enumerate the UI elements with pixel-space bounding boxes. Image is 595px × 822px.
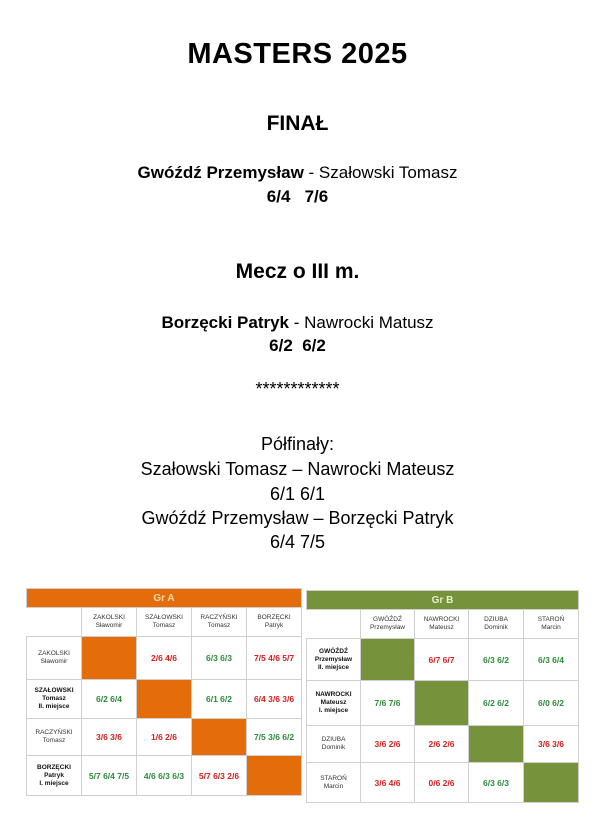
group-a-score-cell: 4/6 6/3 6/3 <box>137 756 192 796</box>
group-a-column-header <box>247 608 302 637</box>
group-b-diagonal-cell <box>361 639 415 681</box>
group-b-diagonal-cell <box>469 726 524 763</box>
group-a-column-header <box>82 608 137 637</box>
group-a-diagonal-cell <box>247 756 302 796</box>
group-a-score-cell: 2/6 4/6 <box>137 637 192 680</box>
row-player-surname: STAROŃ <box>320 774 347 782</box>
group-b-column-header <box>415 610 469 639</box>
row-player-surname: DZIUBA <box>321 736 346 743</box>
placement-label: II. miejsce <box>38 703 70 710</box>
group-a-row <box>27 637 302 680</box>
row-player-surname: NAWROCKI <box>315 691 352 698</box>
final-heading: FINAŁ <box>266 112 329 135</box>
group-a-diagonal-cell <box>192 719 247 756</box>
final-match <box>0 162 595 183</box>
group-b-score-cell: 3/6 4/6 <box>361 763 415 803</box>
group-a-corner <box>27 608 82 637</box>
column-player-surname: GWÓŹDŹ <box>373 616 402 623</box>
group-b-title: Gr B <box>307 591 579 610</box>
placement-label: I. miejsce <box>318 707 349 714</box>
group-a-score-cell: 3/6 3/6 <box>82 719 137 756</box>
placement-label: I. miejsce <box>39 779 69 787</box>
semifinal-score-1: 6/1 6/1 <box>269 484 326 504</box>
group-a-score-cell: 6/1 6/2 <box>192 680 247 719</box>
group-b-diagonal-cell <box>415 681 469 726</box>
row-player-firstname: Marcin <box>323 782 344 790</box>
column-player-surname: SZAŁOWSKI <box>145 614 183 621</box>
row-player-firstname: Dominik <box>321 744 346 751</box>
column-player-firstname: Marcin <box>541 624 561 631</box>
column-player-firstname: Mateusz <box>429 624 454 631</box>
group-b-column-header <box>469 610 524 639</box>
group-b-score-cell: 6/3 6/2 <box>469 639 524 681</box>
group-a-table <box>26 588 302 796</box>
page-title: MASTERS 2025 <box>187 38 408 70</box>
column-player-surname: RACZYŃSKI <box>200 614 238 621</box>
final-loser: Szałowski Tomasz <box>318 163 458 182</box>
final-winner: Gwóźdź Przemysław <box>137 163 304 182</box>
third-place-winner: Borzęcki Patryk <box>161 313 290 332</box>
group-b-score-cell: 6/0 6/2 <box>524 681 579 726</box>
third-place-loser: Nawrocki Matusz <box>304 313 434 332</box>
group-a-title: Gr A <box>27 589 302 608</box>
group-b-score-cell: 6/3 6/4 <box>524 639 579 681</box>
row-player-firstname: Przemysław <box>314 655 353 663</box>
group-b-score-cell: 3/6 3/6 <box>524 726 579 763</box>
row-player-firstname: Tomasz <box>42 695 66 702</box>
group-b-score-cell: 2/6 2/6 <box>415 726 469 763</box>
semifinal-match-1: Szałowski Tomasz – Nawrocki Mateusz <box>140 459 455 479</box>
group-a-row-header <box>27 756 82 796</box>
third-place-heading: Mecz o III m. <box>235 260 360 283</box>
row-player-firstname: Sławomir <box>40 658 68 665</box>
row-player-surname: GWÓŹDŹ <box>319 647 348 655</box>
column-player-firstname: Tomasz <box>207 622 231 629</box>
group-a-row-header <box>27 680 82 719</box>
group-b-row <box>307 726 579 763</box>
row-player-surname: BORZĘCKI <box>37 763 71 771</box>
third-place-separator: - <box>289 313 305 332</box>
group-a-score-cell: 5/7 6/4 7/5 <box>82 756 137 796</box>
column-player-surname: BORZĘCKI <box>257 614 291 621</box>
column-player-surname: NAWROCKI <box>423 616 460 623</box>
third-place-score: 6/2 6/2 <box>269 336 326 355</box>
group-b-score-cell: 6/2 6/2 <box>469 681 524 726</box>
group-b-score-cell: 0/6 2/6 <box>415 763 469 803</box>
group-b-column-header <box>524 610 579 639</box>
placement-label: II. miejsce <box>317 663 350 671</box>
group-b-score-cell: 6/7 6/7 <box>415 639 469 681</box>
group-b-row <box>307 681 579 726</box>
group-a-score-cell: 1/6 2/6 <box>137 719 192 756</box>
row-player-surname: SZAŁOWSKI <box>34 687 74 694</box>
group-b-score-cell: 6/3 6/3 <box>469 763 524 803</box>
group-b-score-cell: 7/6 7/6 <box>361 681 415 726</box>
group-b-row-header <box>307 681 361 726</box>
row-player-firstname: Mateusz <box>320 699 347 706</box>
semifinal-match-2: Gwóźdź Przemysław – Borzęcki Patryk <box>141 508 454 528</box>
group-b-diagonal-cell <box>524 763 579 803</box>
group-a-diagonal-cell <box>137 680 192 719</box>
row-player-firstname: Patryk <box>44 771 64 779</box>
group-b-corner <box>307 610 361 639</box>
column-player-surname: DZIUBA <box>484 616 508 623</box>
group-a-score-cell: 6/3 6/3 <box>192 637 247 680</box>
third-place-match <box>0 312 595 333</box>
group-a-column-header <box>137 608 192 637</box>
column-player-firstname: Przemysław <box>369 624 406 631</box>
group-a-diagonal-cell <box>82 637 137 680</box>
group-b-column-header <box>361 610 415 639</box>
column-player-firstname: Tomasz <box>152 622 176 629</box>
divider: ************ <box>255 379 340 399</box>
group-b-row <box>307 763 579 803</box>
group-b-row-header <box>307 639 361 681</box>
group-a-score-cell: 7/5 4/6 5/7 <box>247 637 302 680</box>
semifinal-score-2: 6/4 7/5 <box>269 532 326 552</box>
column-player-surname: ZAKOLSKI <box>93 614 125 621</box>
group-a-row <box>27 680 302 719</box>
group-b-row-header <box>307 726 361 763</box>
final-score: 6/4 7/6 <box>266 187 329 206</box>
group-b-score-cell: 3/6 2/6 <box>361 726 415 763</box>
group-a-row <box>27 756 302 796</box>
group-b-row <box>307 639 579 681</box>
column-player-surname: STAROŃ <box>537 616 565 623</box>
row-player-surname: RACZYŃSKI <box>35 729 73 736</box>
group-a-score-cell: 6/4 3/6 3/6 <box>247 680 302 719</box>
row-player-surname: ZAKOLSKI <box>38 650 70 657</box>
group-a-score-cell: 5/7 6/3 2/6 <box>192 756 247 796</box>
group-a-row-header <box>27 719 82 756</box>
group-a-row-header <box>27 637 82 680</box>
semifinals-heading: Półfinały: <box>260 434 335 454</box>
column-player-firstname: Sławomir <box>95 622 123 629</box>
column-player-firstname: Dominik <box>484 624 508 631</box>
group-a-row <box>27 719 302 756</box>
row-player-firstname: Tomasz <box>42 737 66 744</box>
group-a-column-header <box>192 608 247 637</box>
final-separator: - <box>303 163 319 182</box>
group-b-row-header <box>307 763 361 803</box>
group-b-table <box>306 590 579 803</box>
column-player-firstname: Patryk <box>264 622 284 629</box>
group-a-score-cell: 7/5 3/6 6/2 <box>247 719 302 756</box>
group-a-score-cell: 6/2 6/4 <box>82 680 137 719</box>
